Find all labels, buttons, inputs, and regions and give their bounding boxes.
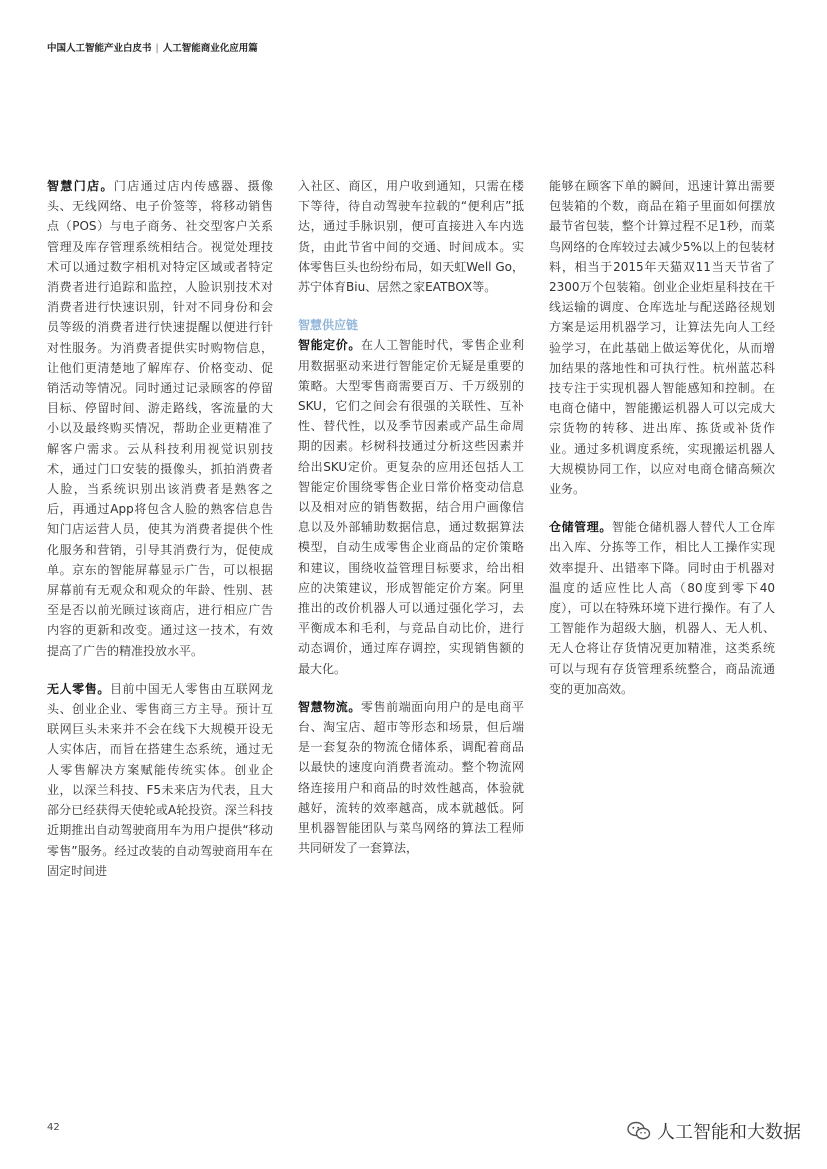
page-number: 42: [47, 1122, 60, 1133]
paragraph-warehouse-management: [549, 517, 775, 699]
watermark-text: 人工智能和大数据: [657, 1122, 801, 1143]
paragraph-smart-store: [47, 176, 273, 661]
header-separator: |: [155, 43, 159, 54]
paragraph-heading: 智能定价。: [298, 338, 361, 353]
text-column-2: [298, 176, 524, 877]
paragraph-body: 在人工智能时代，零售企业利用数据驱动来进行智能定价无疑是重要的策略。大型零售商需要百万、千万级别的SKU，它们之间会有很强的关联性、互补性、替代性，以及季节因素或产品生命周期的因素。杉树科技通过分析这些因素并给出SKU定价。更复杂的应用还包括人工智能定价围绕零售企业日常价格变动信息以及相对应的销售数据，结合用户画像信息以及外部辅助数据信息，通过数据算法模型，自动生成零售企业商品的定价策略和建议，围绕收益管理目标要求，给出相应的决策建议，形成智能定价方案。阿里推出的改价机器人可以通过强化学习，去平衡成本和毛利，与竞品自动比价，进行动态调价，通过库存调控，实现销售额的最大化。: [298, 338, 524, 676]
paragraph-body: 能够在顾客下单的瞬间，迅速计算出需要包装箱的个数，商品在箱子里面如何摆放最节省包装，整个计算过程不足1秒，而菜鸟网络的仓库较过去减少5%以上的包装材料，相当于2015年天猫双11当天节省了2300万个包装箱。创业企业炬星科技在干线运输的调度、仓库选址与配送路径规划方案是运用机器学习，让算法先向人工经验学习，在此基础上做运筹优化，从而增加结果的落地性和可执行性。杭州蓝芯科技专注于实现机器人智能感知和控制。在电商仓储中，智能搬运机器人可以完成大宗货物的转移、进出库、拣货或补货作业。通过多机调度系统，实现搬运机器人大规模协同工作，以应对电商仓储高频次业务。: [549, 179, 775, 497]
paragraph-continued: [549, 176, 775, 499]
paragraph-unmanned-retail: [47, 679, 273, 881]
running-header: [47, 40, 787, 54]
paragraph-body: 入社区、商区，用户收到通知，只需在楼下等待，待自动驾驶车拉载的“便利店”抵达，通过手脉识别，便可直接进入车内选货，由此节省中间的交通、时间成本。实体零售巨头也纷纷布局，如天虹Well Go，苏宁体育Biu、居然之家EATBOX等。: [298, 179, 524, 295]
paragraph-body: 零售前端面向用户的是电商平台、淘宝店、超市等形态和场景，但后端是一套复杂的物流仓储体系，调配着商品以最快的速度向消费者流动。整个物流网络连接用户和商品的时效性越高，体验就越好，流转的效率越高，成本就越低。阿里机器智能团队与菜鸟网络的算法工程师共同研发了一套算法，: [298, 699, 524, 856]
text-column-1: [47, 176, 273, 899]
paragraph-body: 门店通过店内传感器、摄像头、无线网络、电子价签等，将移动销售点（POS）与电子商务、社交型客户关系管理及库存管理系统相结合。视觉处理技术可以通过数字相机对特定区域或者特定消费者进行追踪和监控，人脸识别技术对消费者进行快速识别，针对不同身份和会员等级的消费者进行快速提醒以便进行针对性服务。为消费者提供实时购物信息，让他们更清楚地了解库存、价格变动、促销活动等情况。同时通过记录顾客的停留目标、停留时间、游走路线，客流量的大小以及最终购买情况，帮助企业更精准了解客户需求。云从科技利用视觉识别技术，通过门口安装的摄像头，抓拍消费者人脸，当系统识别出该消费者是熟客之后，再通过App将包含人脸的熟客信息告知门店运营人员，使其为消费者提供个性化服务和营销，引导其消费行为，促使成单。京东的智能屏幕显示广告，可以根据屏幕前有无观众和观众的年龄、性别、甚至是否以前光顾过该商店，进行相应广告内容的更新和改变。通过这一技术，有效提高了广告的精准投放水平。: [47, 179, 273, 658]
text-column-3: [549, 176, 775, 717]
watermark: [627, 1118, 801, 1144]
section-title: 智慧供应链: [298, 318, 359, 333]
paragraph-heading: 智慧物流。: [298, 699, 361, 714]
header-book-title: 中国人工智能产业白皮书: [47, 43, 152, 54]
paragraph-heading: 仓储管理。: [549, 520, 612, 535]
paragraph-smart-pricing: [298, 335, 524, 678]
wechat-icon: [627, 1121, 651, 1141]
header-chapter-title: 人工智能商业化应用篇: [162, 43, 258, 54]
paragraph-heading: 无人零售。: [47, 681, 110, 696]
paragraph-heading: 智慧门店。: [47, 179, 114, 193]
paragraph-body: 智能仓储机器人替代人工仓库出入库、分拣等工作，相比人工操作实现效率提升、出错率下降。同时由于机器对温度的适应性比人高（80度到零下40度），可以在特殊环境下进行操作。有了人工智能作为超级大脑，机器人、无人机、无人仓将让存货情况更加精准，这类系统可以与现有存货管理系统整合，商品流通变的更加高效。: [549, 520, 775, 696]
paragraph-continued: [298, 176, 524, 297]
paragraph-body: 目前中国无人零售由互联网龙头、创业企业、零售商三方主导。预计互联网巨头未来并不会在线下大规模开设无人实体店，而旨在搭建生态系统，通过无人零售解决方案赋能传统实体。创业企业，以深兰科技、F5未来店为代表，且大部分已经获得天使轮或A轮投资。深兰科技近期推出自动驾驶商用车为用户提供“移动零售”服务。经过改装的自动驾驶商用车在固定时间进: [47, 681, 273, 878]
paragraph-smart-logistics: [298, 697, 524, 859]
